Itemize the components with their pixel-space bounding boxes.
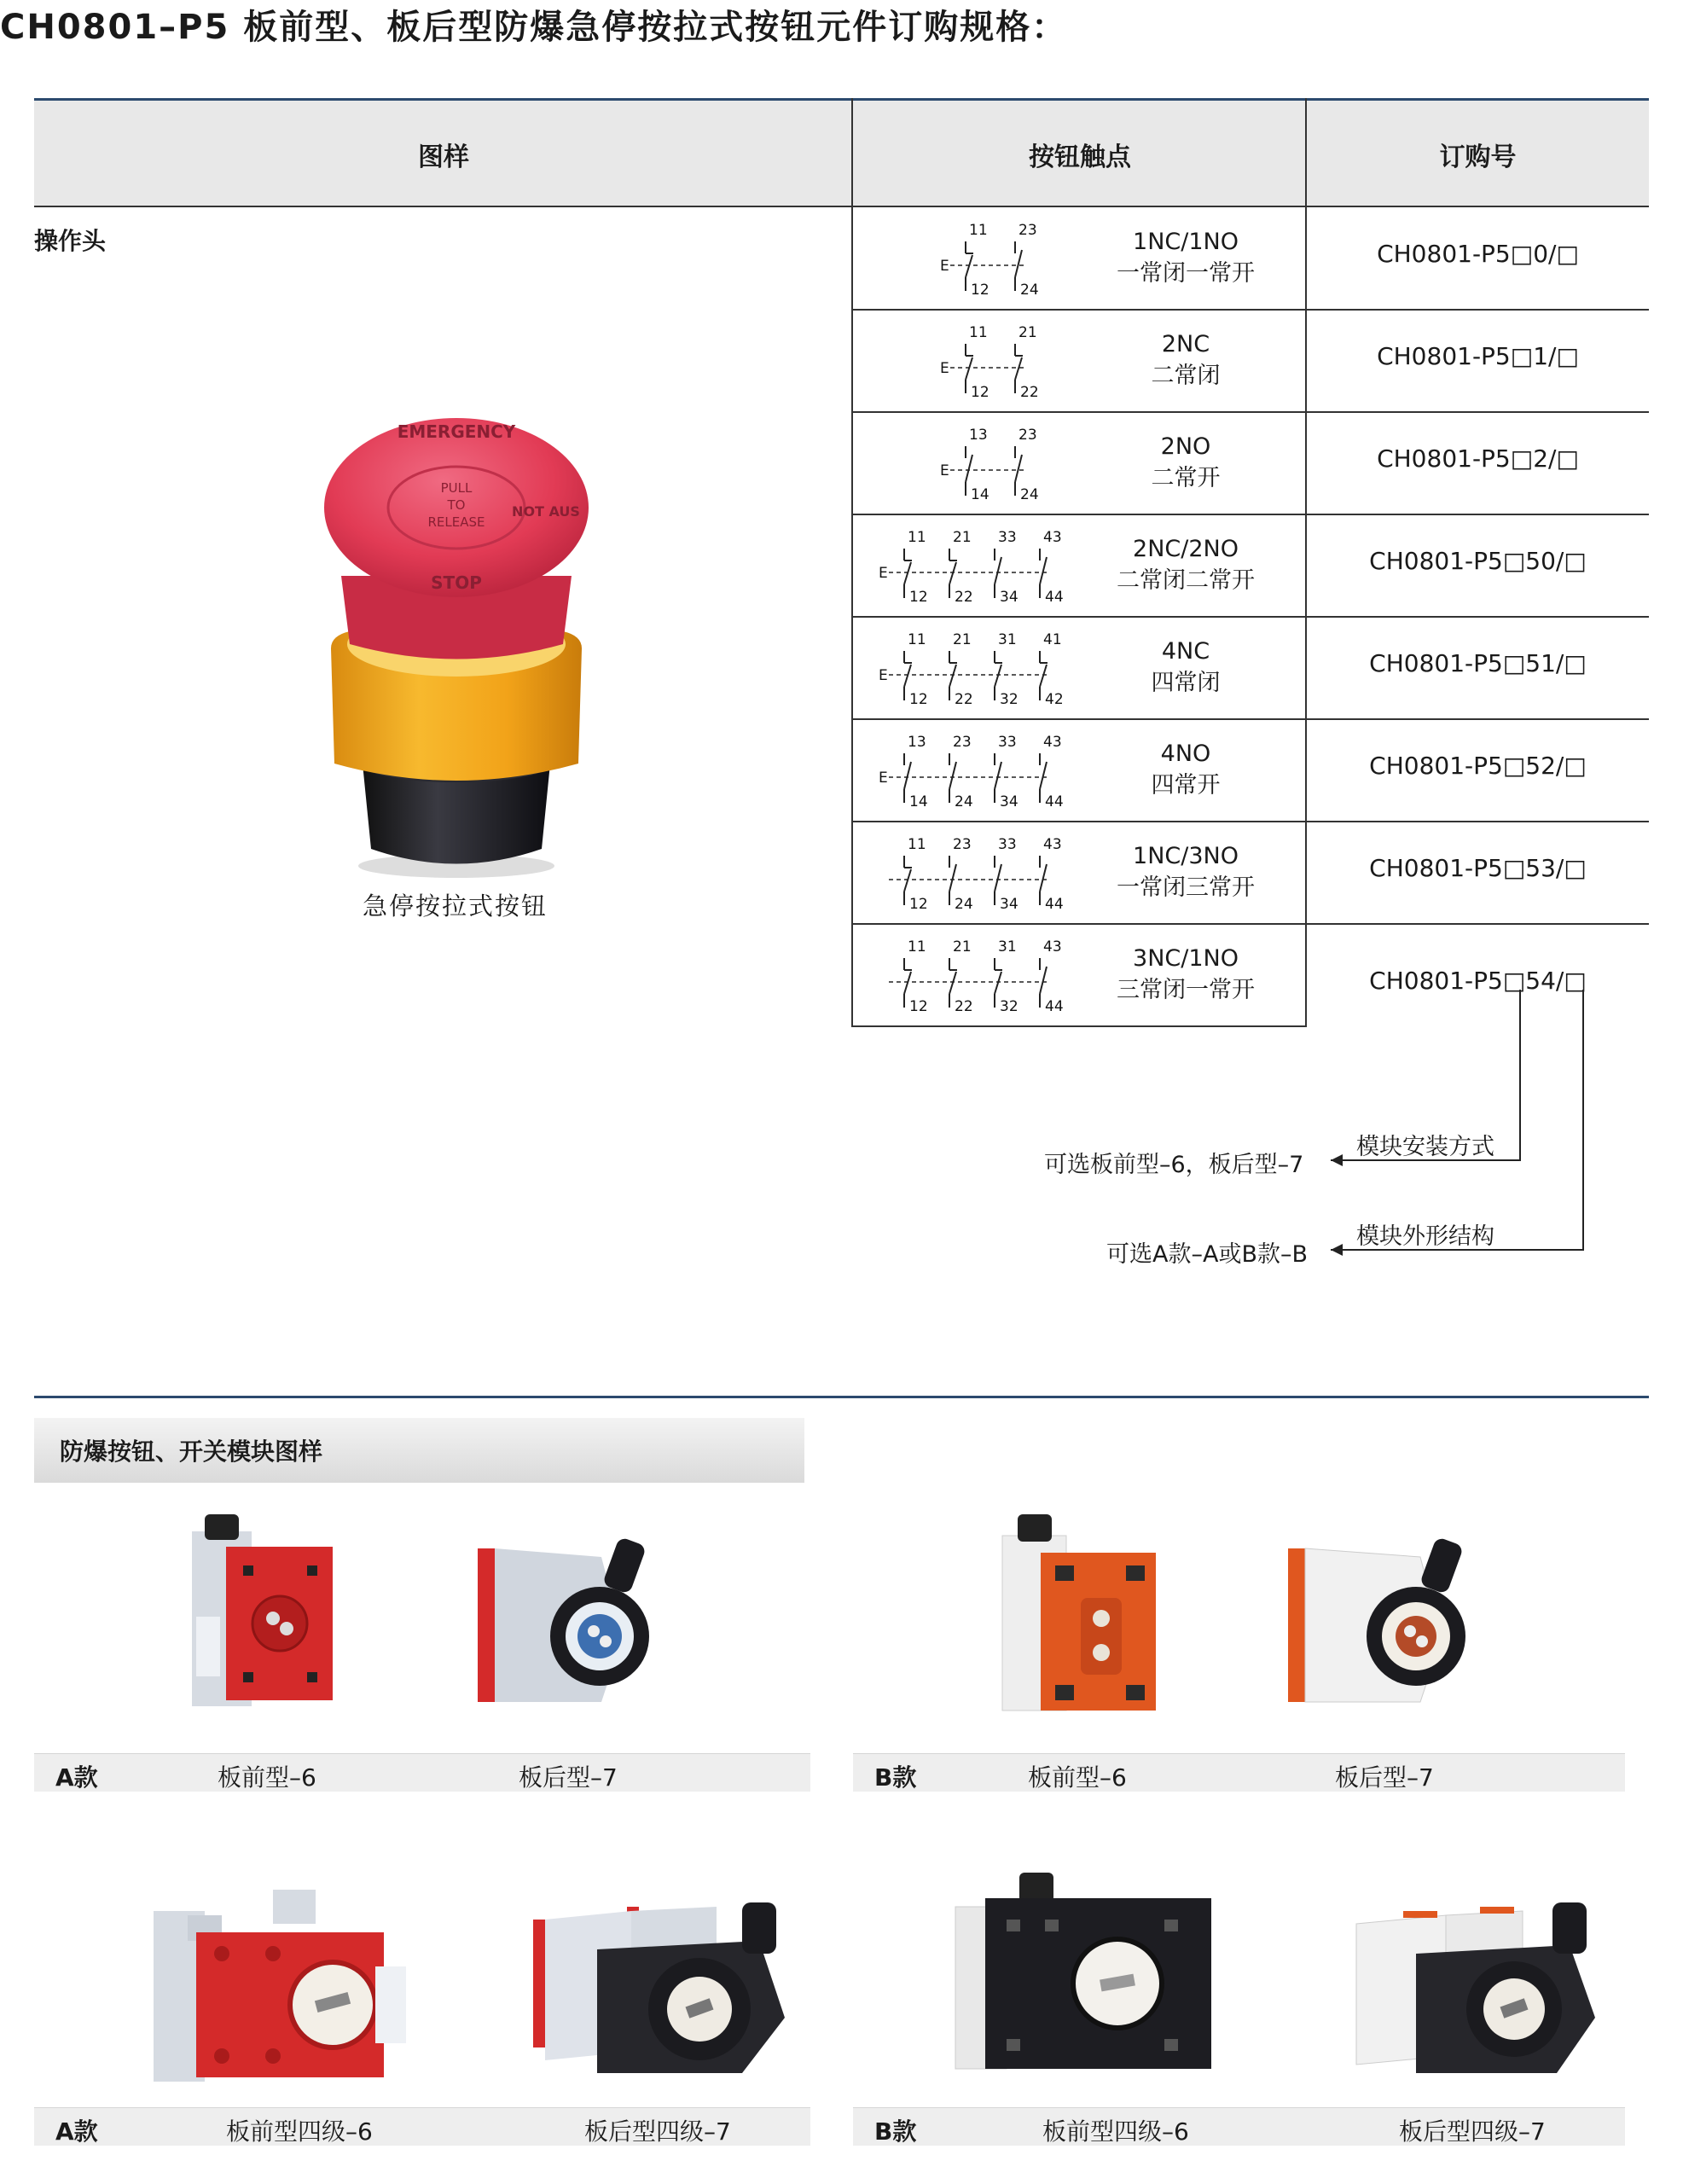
terminal-bottom: 24 bbox=[955, 896, 973, 913]
nc-contact bbox=[904, 836, 928, 913]
order-number: CH0801-P5□53/□ bbox=[1369, 854, 1587, 882]
terminal-top: 43 bbox=[1043, 836, 1062, 853]
operator-head-label: 操作头 bbox=[34, 227, 107, 255]
modules-section-header bbox=[34, 1418, 804, 1483]
terminal-top: 21 bbox=[953, 938, 972, 956]
terminal-top: 11 bbox=[908, 938, 926, 956]
nc-contact bbox=[966, 222, 989, 299]
contact-label bbox=[1109, 328, 1262, 392]
terminal-top: 21 bbox=[953, 631, 972, 648]
terminal-bottom: 22 bbox=[955, 589, 973, 606]
terminal-top: 23 bbox=[1019, 427, 1037, 444]
no-contact bbox=[1040, 938, 1064, 1015]
order-number: CH0801-P5□2/□ bbox=[1377, 444, 1579, 473]
order-number: CH0801-P5□51/□ bbox=[1369, 649, 1587, 677]
column-divider bbox=[1305, 98, 1307, 207]
a-front-4pole-label: 板前型四级–6 bbox=[226, 2117, 373, 2146]
image-caption: 急停按拉式按钮 bbox=[363, 892, 548, 921]
a-rear-4pole-label: 板后型四级–7 bbox=[584, 2117, 731, 2146]
contact-diagram bbox=[914, 421, 1128, 506]
terminal-top: 23 bbox=[953, 836, 972, 853]
b-rear-label: 板后型–7 bbox=[1335, 1763, 1434, 1792]
e-label: E bbox=[879, 565, 888, 582]
nc-contact bbox=[949, 529, 973, 606]
mount-options: 可选板前型–6，板后型–7 bbox=[1044, 1152, 1304, 1178]
row-divider bbox=[851, 309, 1649, 311]
b-front-4pole-label: 板前型四级–6 bbox=[1042, 2117, 1189, 2146]
contact-desc: 二常闭二常开 bbox=[1117, 567, 1255, 594]
order-number: CH0801-P5□50/□ bbox=[1369, 547, 1587, 575]
a-front-label: 板前型–6 bbox=[218, 1763, 316, 1792]
button-text-not-aus: NOT AUS bbox=[512, 503, 580, 520]
contact-diagram bbox=[914, 318, 1128, 404]
order-number: CH0801-P5□52/□ bbox=[1369, 752, 1587, 780]
row-divider bbox=[851, 616, 1649, 618]
row-divider bbox=[851, 514, 1649, 515]
contact-diagram bbox=[857, 830, 1071, 915]
nc-contact bbox=[995, 938, 1019, 1015]
no-contact bbox=[995, 734, 1019, 810]
button-text-pull: PULL bbox=[440, 480, 473, 496]
header-contacts: 按钮触点 bbox=[1029, 142, 1131, 172]
header-order-no: 订购号 bbox=[1439, 142, 1517, 172]
no-contact bbox=[966, 427, 989, 503]
contact-code: 2NC bbox=[1161, 331, 1210, 357]
contact-desc: 一常闭三常开 bbox=[1117, 874, 1255, 901]
no-contact bbox=[1015, 222, 1039, 299]
a-front-module-photo bbox=[179, 1514, 350, 1719]
row-divider bbox=[851, 411, 1649, 413]
terminal-top: 11 bbox=[908, 836, 926, 853]
terminal-top: 43 bbox=[1043, 529, 1062, 546]
e-label: E bbox=[940, 258, 949, 275]
terminal-top: 11 bbox=[908, 529, 926, 546]
contact-desc: 二常闭 bbox=[1151, 363, 1221, 389]
contact-code: 3NC/1NO bbox=[1133, 945, 1239, 972]
terminal-top: 31 bbox=[998, 938, 1017, 956]
button-text-emergency: EMERGENCY bbox=[397, 421, 516, 442]
button-text-release: RELEASE bbox=[427, 514, 485, 530]
terminal-top: 33 bbox=[998, 529, 1017, 546]
b-rear-4pole-label: 板后型四级–7 bbox=[1399, 2117, 1546, 2146]
terminal-top: 33 bbox=[998, 836, 1017, 853]
header-image: 图样 bbox=[418, 142, 469, 172]
terminal-top: 23 bbox=[1019, 222, 1037, 239]
terminal-top: 21 bbox=[953, 529, 972, 546]
contact-label bbox=[1109, 636, 1262, 699]
contact-diagram bbox=[857, 728, 1071, 813]
terminal-bottom: 24 bbox=[955, 793, 973, 810]
mount-label: 模块安装方式 bbox=[1356, 1134, 1494, 1160]
terminal-top: 11 bbox=[908, 631, 926, 648]
terminal-top: 33 bbox=[998, 734, 1017, 751]
terminal-bottom: 24 bbox=[1020, 282, 1039, 299]
no-contact bbox=[995, 529, 1019, 606]
no-contact bbox=[904, 734, 928, 810]
terminal-bottom: 34 bbox=[1000, 793, 1019, 810]
terminal-top: 21 bbox=[1019, 324, 1037, 341]
modules-section-title: 防爆按钮、开关模块图样 bbox=[60, 1438, 323, 1466]
terminal-top: 31 bbox=[998, 631, 1017, 648]
b-front-module-photo bbox=[994, 1514, 1173, 1723]
no-contact bbox=[1015, 427, 1039, 503]
row-divider bbox=[851, 1025, 1307, 1027]
terminal-bottom: 34 bbox=[1000, 896, 1019, 913]
contact-label bbox=[1109, 226, 1262, 289]
series-b-label: B款 bbox=[874, 1763, 917, 1792]
a-front-4pole-photo bbox=[145, 1885, 418, 2090]
terminal-top: 41 bbox=[1043, 631, 1062, 648]
page-title: CH0801–P5 板前型、板后型防爆急停按拉式按钮元件订购规格： bbox=[0, 8, 1068, 47]
contact-desc: 一常闭一常开 bbox=[1117, 260, 1255, 287]
no-contact bbox=[949, 734, 973, 810]
e-label: E bbox=[879, 770, 888, 787]
nc-contact bbox=[949, 938, 973, 1015]
shape-label: 模块外形结构 bbox=[1356, 1223, 1494, 1250]
section-rule bbox=[34, 1396, 1649, 1398]
terminal-bottom: 32 bbox=[1000, 691, 1019, 708]
terminal-bottom: 44 bbox=[1045, 793, 1064, 810]
terminal-bottom: 24 bbox=[1020, 486, 1039, 503]
nc-contact bbox=[966, 324, 989, 401]
no-contact bbox=[1040, 529, 1064, 606]
terminal-bottom: 12 bbox=[909, 998, 928, 1015]
terminal-bottom: 44 bbox=[1045, 896, 1064, 913]
order-number: CH0801-P5□54/□ bbox=[1369, 967, 1587, 995]
order-number: CH0801-P5□1/□ bbox=[1377, 342, 1579, 370]
b-front-4pole-photo bbox=[951, 1873, 1224, 2094]
shape-options: 可选A款–A或B款–B bbox=[1106, 1241, 1308, 1268]
label-bar-a bbox=[34, 1753, 810, 1792]
nc-contact bbox=[904, 529, 928, 606]
contact-diagram bbox=[857, 523, 1071, 608]
terminal-bottom: 12 bbox=[971, 384, 989, 401]
terminal-top: 43 bbox=[1043, 734, 1062, 751]
nc-contact bbox=[904, 631, 928, 708]
terminal-bottom: 22 bbox=[1020, 384, 1039, 401]
nc-contact bbox=[904, 938, 928, 1015]
contact-desc: 三常闭一常开 bbox=[1117, 977, 1255, 1003]
contact-diagram bbox=[857, 932, 1071, 1018]
terminal-bottom: 34 bbox=[1000, 589, 1019, 606]
e-label: E bbox=[940, 462, 949, 479]
nc-contact bbox=[949, 631, 973, 708]
contact-desc: 四常开 bbox=[1151, 772, 1221, 799]
contact-diagram bbox=[857, 625, 1071, 711]
contact-code: 2NC/2NO bbox=[1133, 536, 1239, 562]
no-contact bbox=[995, 836, 1019, 913]
contact-code: 2NO bbox=[1160, 433, 1211, 460]
terminal-top: 23 bbox=[953, 734, 972, 751]
b-front-label: 板前型–6 bbox=[1028, 1763, 1127, 1792]
terminal-bottom: 14 bbox=[909, 793, 928, 810]
e-label: E bbox=[879, 667, 888, 684]
contact-label bbox=[1109, 943, 1262, 1006]
no-contact bbox=[949, 836, 973, 913]
terminal-top: 43 bbox=[1043, 938, 1062, 956]
button-text-to: TO bbox=[447, 497, 466, 513]
terminal-top: 13 bbox=[969, 427, 988, 444]
terminal-bottom: 42 bbox=[1045, 691, 1064, 708]
a-rear-module-photo bbox=[473, 1536, 661, 1715]
contact-label bbox=[1109, 533, 1262, 596]
contact-label bbox=[1109, 738, 1262, 801]
nc-contact bbox=[995, 631, 1019, 708]
nc-contact bbox=[1040, 631, 1064, 708]
terminal-bottom: 44 bbox=[1045, 998, 1064, 1015]
terminal-bottom: 44 bbox=[1045, 589, 1064, 606]
order-number: CH0801-P5□0/□ bbox=[1377, 240, 1579, 268]
terminal-top: 11 bbox=[969, 324, 988, 341]
terminal-top: 11 bbox=[969, 222, 988, 239]
label-bar-a-4pole bbox=[34, 2107, 810, 2146]
a-rear-4pole-photo bbox=[529, 1890, 793, 2086]
nc-contact bbox=[1015, 324, 1039, 401]
series-b-label: B款 bbox=[874, 2117, 917, 2146]
contact-code: 1NC/3NO bbox=[1133, 843, 1239, 869]
button-text-stop: STOP bbox=[431, 572, 482, 593]
terminal-top: 13 bbox=[908, 734, 926, 751]
terminal-bottom: 22 bbox=[955, 691, 973, 708]
b-rear-module-photo bbox=[1284, 1536, 1480, 1715]
row-divider bbox=[851, 821, 1649, 822]
row-divider bbox=[851, 718, 1649, 720]
terminal-bottom: 12 bbox=[909, 691, 928, 708]
no-contact bbox=[1040, 836, 1064, 913]
contact-diagram bbox=[914, 216, 1128, 301]
row-divider bbox=[851, 923, 1649, 925]
b-rear-4pole-photo bbox=[1352, 1890, 1608, 2086]
label-bar-b-4pole bbox=[853, 2107, 1625, 2146]
terminal-bottom: 12 bbox=[909, 896, 928, 913]
spec-table bbox=[34, 98, 1649, 1026]
contact-label bbox=[1109, 840, 1262, 903]
series-a-label: A款 bbox=[55, 1763, 98, 1792]
terminal-bottom: 32 bbox=[1000, 998, 1019, 1015]
label-bar-b bbox=[853, 1753, 1625, 1792]
contact-code: 4NC bbox=[1161, 638, 1210, 665]
contact-desc: 四常闭 bbox=[1151, 670, 1221, 696]
emergency-stop-button-image bbox=[316, 388, 597, 892]
terminal-bottom: 12 bbox=[971, 282, 989, 299]
contact-label bbox=[1109, 431, 1262, 494]
table-header bbox=[34, 98, 1649, 207]
contact-desc: 二常开 bbox=[1151, 465, 1221, 491]
terminal-bottom: 14 bbox=[971, 486, 989, 503]
contact-code: 1NC/1NO bbox=[1133, 229, 1239, 255]
a-rear-label: 板后型–7 bbox=[519, 1763, 618, 1792]
no-contact bbox=[1040, 734, 1064, 810]
contact-code: 4NO bbox=[1160, 741, 1211, 767]
series-a-label: A款 bbox=[55, 2117, 98, 2146]
column-divider bbox=[851, 98, 853, 1026]
e-label: E bbox=[940, 360, 949, 377]
terminal-bottom: 22 bbox=[955, 998, 973, 1015]
terminal-bottom: 12 bbox=[909, 589, 928, 606]
